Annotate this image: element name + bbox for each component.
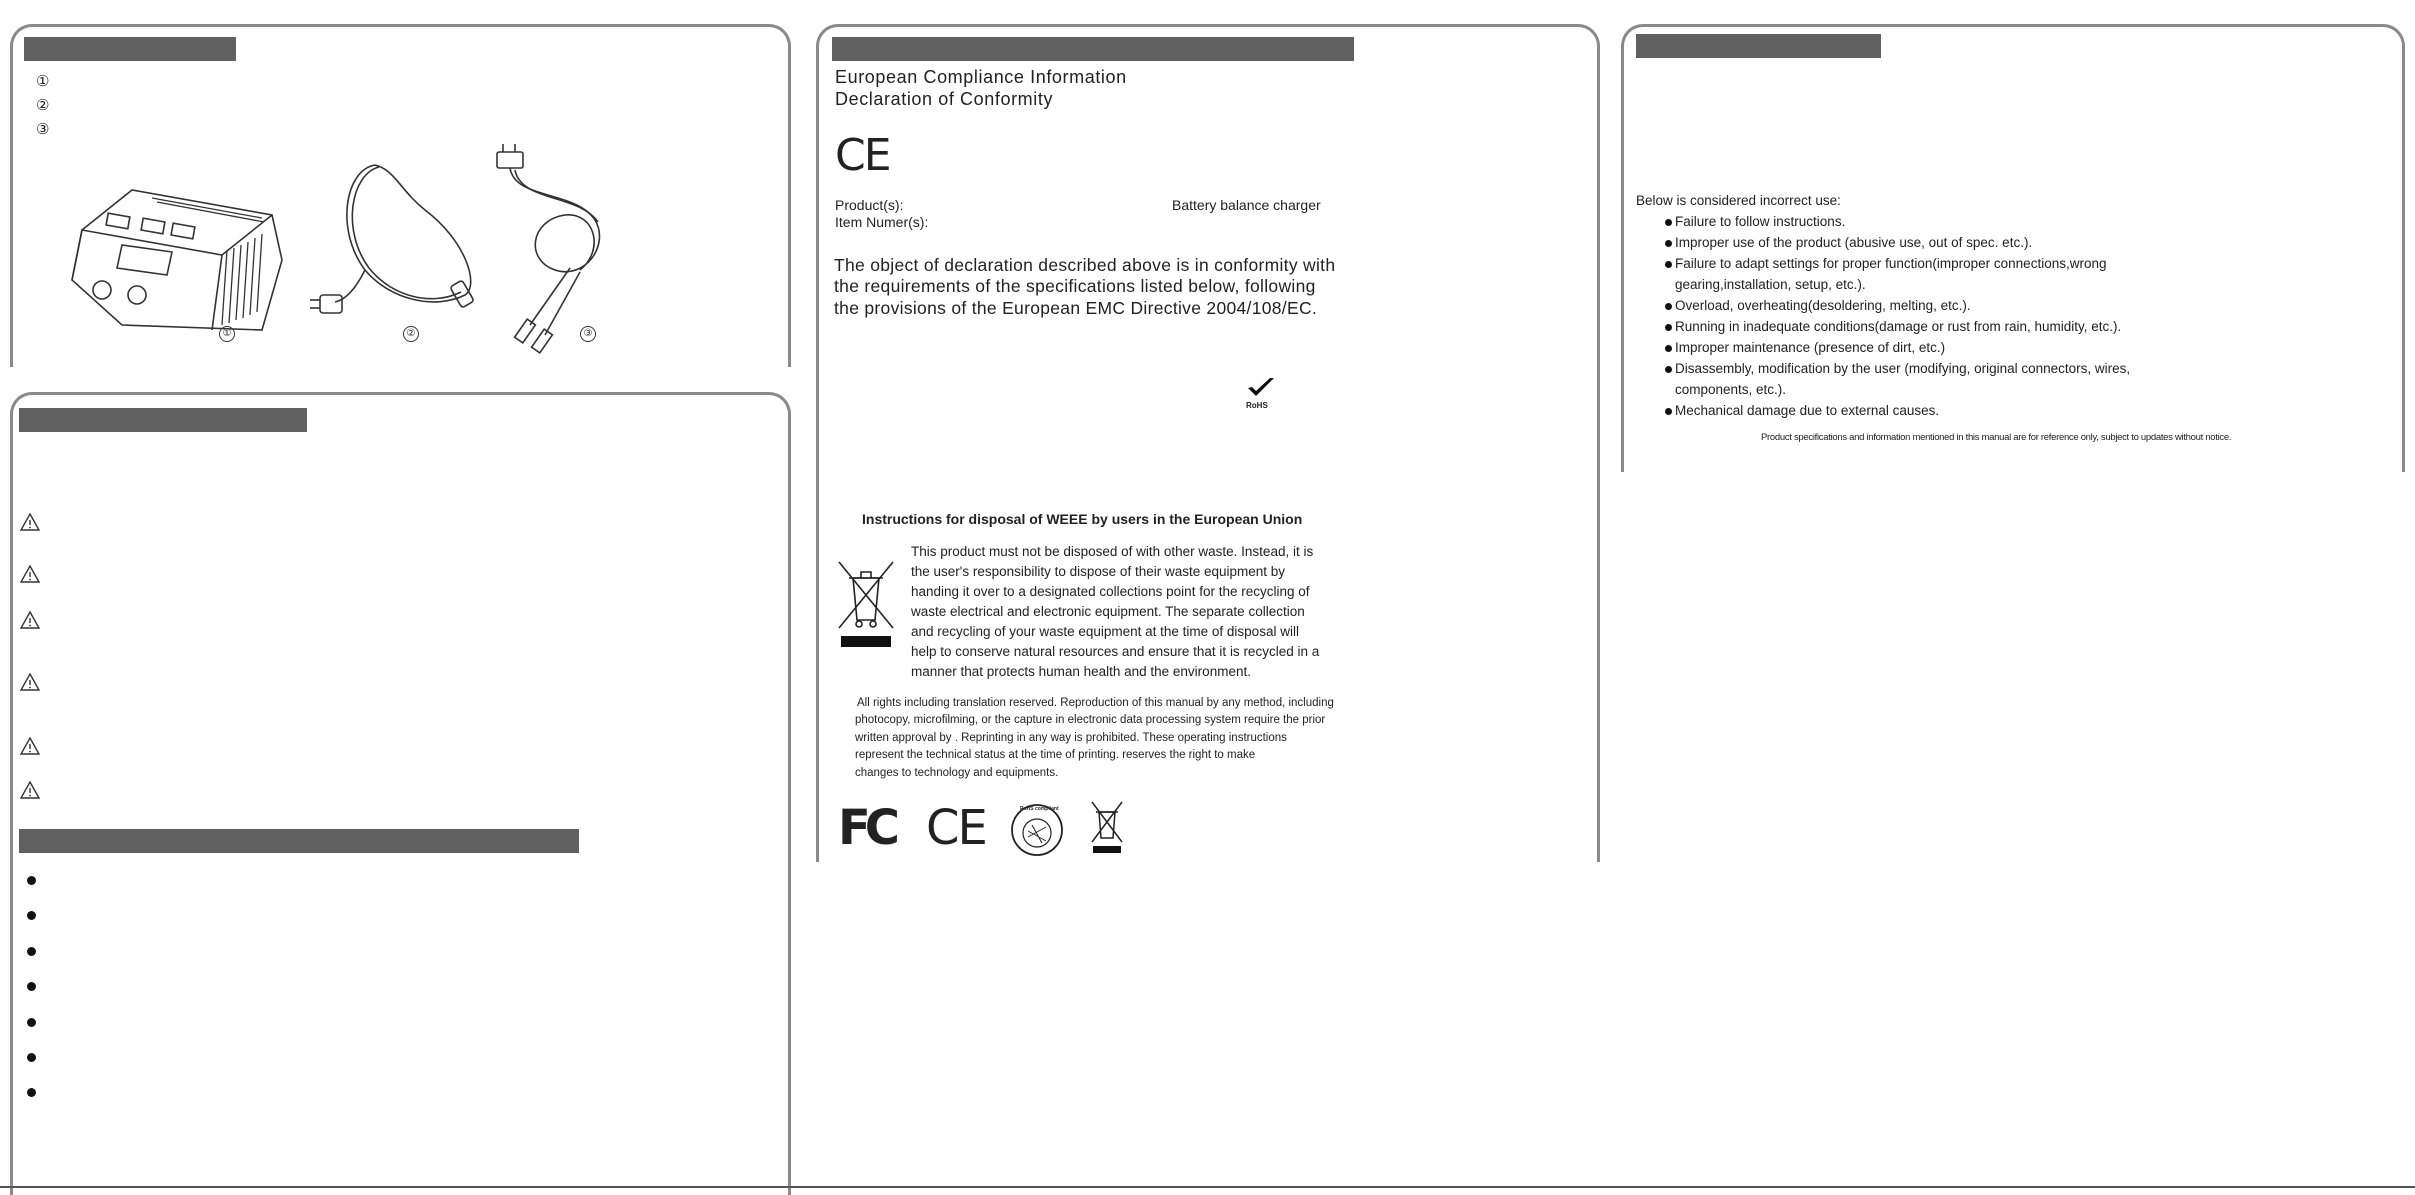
rights-line-4: represent the technical status at the time of printing. reserves the right to make	[855, 749, 1256, 761]
contents-item-1-number: ①	[36, 73, 50, 90]
incorrect-use-item-8: Mechanical damage due to external causes.	[1675, 403, 1940, 418]
warning-icon	[19, 512, 41, 532]
bullet-dot	[27, 1088, 36, 1097]
weee-line-4: waste electrical and electronic equipment. The separate collection	[911, 604, 1305, 619]
contents-item-2-number: ②	[36, 97, 50, 114]
weee-line-2: the user's responsibility to dispose of their waste equipment by	[911, 564, 1286, 579]
rights-line-3: written approval by . Reprinting in any way is prohibited. These operating instructions	[855, 732, 1287, 744]
features-header-bar	[19, 829, 579, 853]
incorrect-use-item-5: Running in inadequate conditions(damage or rust from rain, humidity, etc.).	[1675, 319, 2122, 334]
compliance-header-bar	[832, 37, 1354, 61]
weee-line-3: handing it over to a designated collections point for the recycling of	[911, 584, 1310, 599]
ce-mark: CE	[835, 130, 890, 181]
contents-item-3-number: ③	[36, 121, 50, 138]
warning-icon	[19, 780, 41, 800]
weee-bin-small-icon	[1090, 800, 1124, 856]
bullet-dot	[1665, 303, 1672, 310]
incorrect-use-item-7-cont: components, etc.).	[1675, 382, 1787, 397]
incorrect-use-item-1: Failure to follow instructions.	[1675, 214, 1846, 229]
rights-line-2: photocopy, microfilming, or the capture in electronic data processing system require the prior	[855, 714, 1326, 726]
incorrect-use-item-3-cont: gearing,installation, setup, etc.).	[1675, 277, 1866, 292]
product-label: Product(s):	[835, 197, 904, 213]
warnings-panel	[10, 392, 791, 1195]
warning-icon	[19, 736, 41, 756]
fcc-logo: FC	[838, 800, 895, 856]
bullet-dot	[1665, 366, 1672, 373]
rights-line-1: All rights including translation reserved. Reproduction of this manual by any method, including	[857, 697, 1334, 709]
incorrect-use-item-2: Improper use of the product (abusive use, out of spec. etc.).	[1675, 235, 2033, 250]
incorrect-use-item-6: Improper maintenance (presence of dirt, etc.)	[1675, 340, 1946, 355]
warning-icon	[19, 564, 41, 584]
footer-note: Product specifications and information mentioned in this manual are for reference only, subject to updates without notice.	[1761, 432, 2232, 443]
conformity-title: Declaration of Conformity	[835, 89, 1054, 109]
bullet-dot	[27, 876, 36, 885]
warning-icon	[19, 672, 41, 692]
weee-line-5: and recycling of your waste equipment at the time of disposal will	[911, 624, 1299, 639]
bullet-dot	[1665, 345, 1672, 352]
rights-line-5: changes to technology and equipments.	[855, 767, 1059, 779]
incorrect-use-item-7: Disassembly, modification by the user (modifying, original connectors, wires,	[1675, 361, 2131, 376]
bullet-dot	[1665, 324, 1672, 331]
conformity-line-1: The object of declaration described above is in conformity with	[834, 255, 1336, 275]
weee-line-7: manner that protects human health and the environment.	[911, 664, 1251, 679]
warnings-header-bar	[19, 408, 307, 432]
incorrect-use-item-3: Failure to adapt settings for proper function(improper connections,wrong	[1675, 256, 2107, 271]
weee-bin-icon	[835, 558, 897, 650]
figure-label-1: ①	[219, 326, 235, 342]
conformity-line-3: the provisions of the European EMC Directive 2004/108/EC.	[834, 298, 1318, 318]
weee-line-6: help to conserve natural resources and ensure that it is recycled in a	[911, 644, 1320, 659]
power-cord-illustration	[305, 150, 485, 350]
ce-logo: CE	[926, 800, 986, 856]
balance-lead-illustration	[485, 140, 625, 355]
bullet-dot	[1665, 219, 1672, 226]
page-bottom-rule	[0, 1186, 2415, 1188]
incorrect-use-item-4: Overload, overheating(desoldering, melting, etc.).	[1675, 298, 1971, 313]
incorrect-use-header-bar	[1636, 34, 1881, 58]
bullet-dot	[1665, 240, 1672, 247]
bullet-dot	[27, 1053, 36, 1062]
product-value: Battery balance charger	[1172, 197, 1321, 213]
rohs-compliant-seal-text: RoHS compliant	[1020, 806, 1059, 812]
weee-line-1: This product must not be disposed of with other waste. Instead, it is	[911, 544, 1314, 559]
charger-illustration	[62, 160, 302, 350]
bullet-dot	[1665, 408, 1672, 415]
figure-label-3: ③	[580, 326, 596, 342]
bullet-dot	[27, 982, 36, 991]
bullet-dot	[27, 1018, 36, 1027]
rohs-label: RoHS	[1246, 401, 1268, 410]
bullet-dot	[27, 911, 36, 920]
contents-header-bar	[24, 37, 236, 61]
rohs-check-icon	[1244, 376, 1278, 402]
bullet-dot	[27, 947, 36, 956]
weee-title: Instructions for disposal of WEEE by users in the European Union	[862, 511, 1303, 527]
compliance-title: European Compliance Information	[835, 67, 1127, 87]
bullet-dot	[1665, 261, 1672, 268]
conformity-line-2: the requirements of the specifications listed below, following	[834, 276, 1316, 296]
incorrect-use-title: Below is considered incorrect use:	[1636, 193, 1841, 208]
warning-icon	[19, 610, 41, 630]
item-number-label: Item Numer(s):	[835, 214, 929, 230]
figure-label-2: ②	[403, 326, 419, 342]
